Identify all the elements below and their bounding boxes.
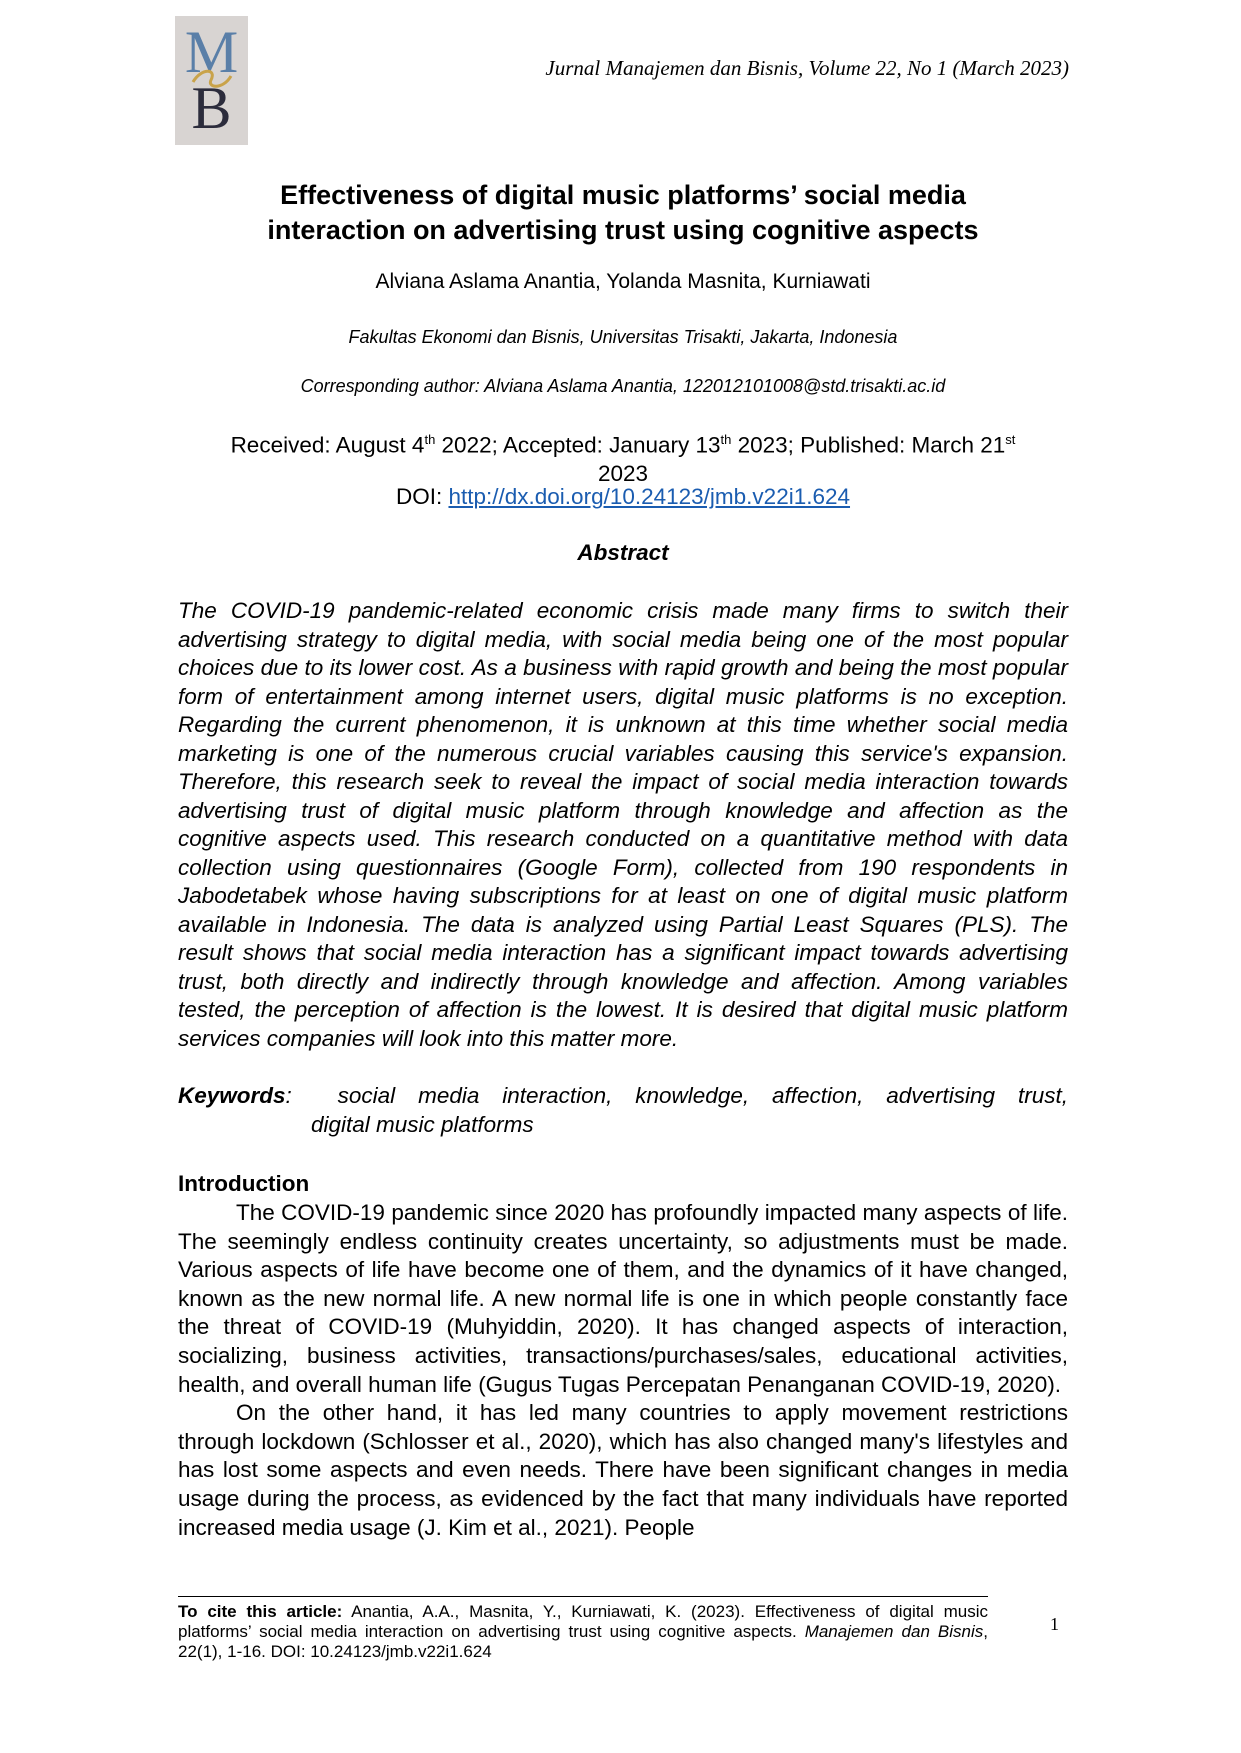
paragraph: On the other hand, it has led many countries to apply movement restrictions through lockdown (Schlosser et al., 2020), which has also changed many's lifestyles and has lost some aspects and even needs. There have been significant changes in media usage during the process, as evidenced by the fact that many individuals have reported increased media usage (J. Kim et al., 2021). People bbox=[178, 1400, 1068, 1540]
introduction-body bbox=[178, 1199, 1068, 1542]
title-line: Effectiveness of digital music platforms’ social media bbox=[280, 180, 966, 210]
publication-dates: Received: August 4th 2022; Accepted: January 13th 2023; Published: March 21st 2023 bbox=[230, 432, 1016, 486]
keywords-line: : social media interaction, knowledge, affection, advertising trust, bbox=[285, 1083, 1068, 1108]
citation-footnote: To cite this article: Anantia, A.A., Masnita, Y., Kurniawati, K. (2023). Effectiveness of digital music platforms’ social media interaction on advertising trust using cognitive aspects. Manajemen dan Bisnis, 22(1), 1-16. DOI: 10.24123/jmb.v22i1.624 bbox=[178, 1602, 988, 1661]
paragraph: The COVID-19 pandemic since 2020 has profoundly impacted many aspects of life. The seemingly endless continuity creates uncertainty, so adjustments must be made. Various aspects of life have become one of them, and the dynamics of it have changed, known as the new normal life. A new normal life is one in which people constantly face the threat of COVID-19 (Muhyiddin, 2020). It has changed aspects of interaction, socializing, business activities, transactions/purchases/sales, educational activities, health, and overall human life (Gugus Tugas Percepatan Penanganan COVID-19, 2020). bbox=[178, 1200, 1068, 1397]
authors: Alviana Aslama Anantia, Yolanda Masnita, Kurniawati bbox=[375, 270, 871, 293]
journal-logo bbox=[175, 16, 248, 145]
abstract-text: The COVID-19 pandemic-related economic crisis made many firms to switch their advertising strategy to digital media, with social media being one of the most popular choices due to its lower cost. As a business with rapid growth and being the most popular form of entertainment among internet users, digital music platforms is no exception. Regarding the current phenomenon, it is unknown at this time whether social media marketing is one of the numerous crucial variables causing this service's expansion. Therefore, this research seek to reveal the impact of social media interaction towards advertising trust of digital music platform through knowledge and affection as the cognitive aspects used. This research conducted on a quantitative method with data collection using questionnaires (Google Form), collected from 190 respondents in Jabodetabek whose having subscriptions for at least on one of digital music platform available in Indonesia. The data is analyzed using Partial Least Squares (PLS). The result shows that social media interaction has a significant impact towards advertising trust, both directly and indirectly through knowledge and affection. Among variables tested, the perception of affection is the lowest. It is desired that digital music platform services companies will look into this matter more. bbox=[178, 598, 1068, 1051]
page-number: 1 bbox=[1050, 1614, 1059, 1634]
keywords bbox=[178, 1082, 1068, 1139]
keywords-label: Keywords bbox=[178, 1083, 286, 1108]
paper-title bbox=[178, 178, 1068, 248]
doi-label: DOI: bbox=[395, 484, 449, 509]
logo-letter-b: B bbox=[191, 75, 232, 141]
doi-link[interactable]: http://dx.doi.org/10.24123/jmb.v22i1.624 bbox=[448, 484, 851, 509]
abstract-heading: Abstract bbox=[577, 540, 669, 565]
footnote-label: To cite this article: bbox=[178, 1602, 343, 1621]
affiliation: Fakultas Ekonomi dan Bisnis, Universitas Trisakti, Jakarta, Indonesia bbox=[348, 327, 898, 347]
footnote-divider bbox=[178, 1596, 988, 1597]
logo-letter-m: M bbox=[184, 19, 239, 85]
journal-header: Jurnal Manajemen dan Bisnis, Volume 22, No 1 (March 2023) bbox=[545, 56, 1069, 80]
doi bbox=[178, 484, 1068, 510]
introduction-heading: Introduction bbox=[178, 1171, 310, 1196]
corresponding-author: Corresponding author: Alviana Aslama Anantia, 122012101008@std.trisakti.ac.id bbox=[300, 376, 946, 396]
keywords-line: digital music platforms bbox=[311, 1111, 534, 1137]
title-line: interaction on advertising trust using cognitive aspects bbox=[267, 215, 979, 245]
